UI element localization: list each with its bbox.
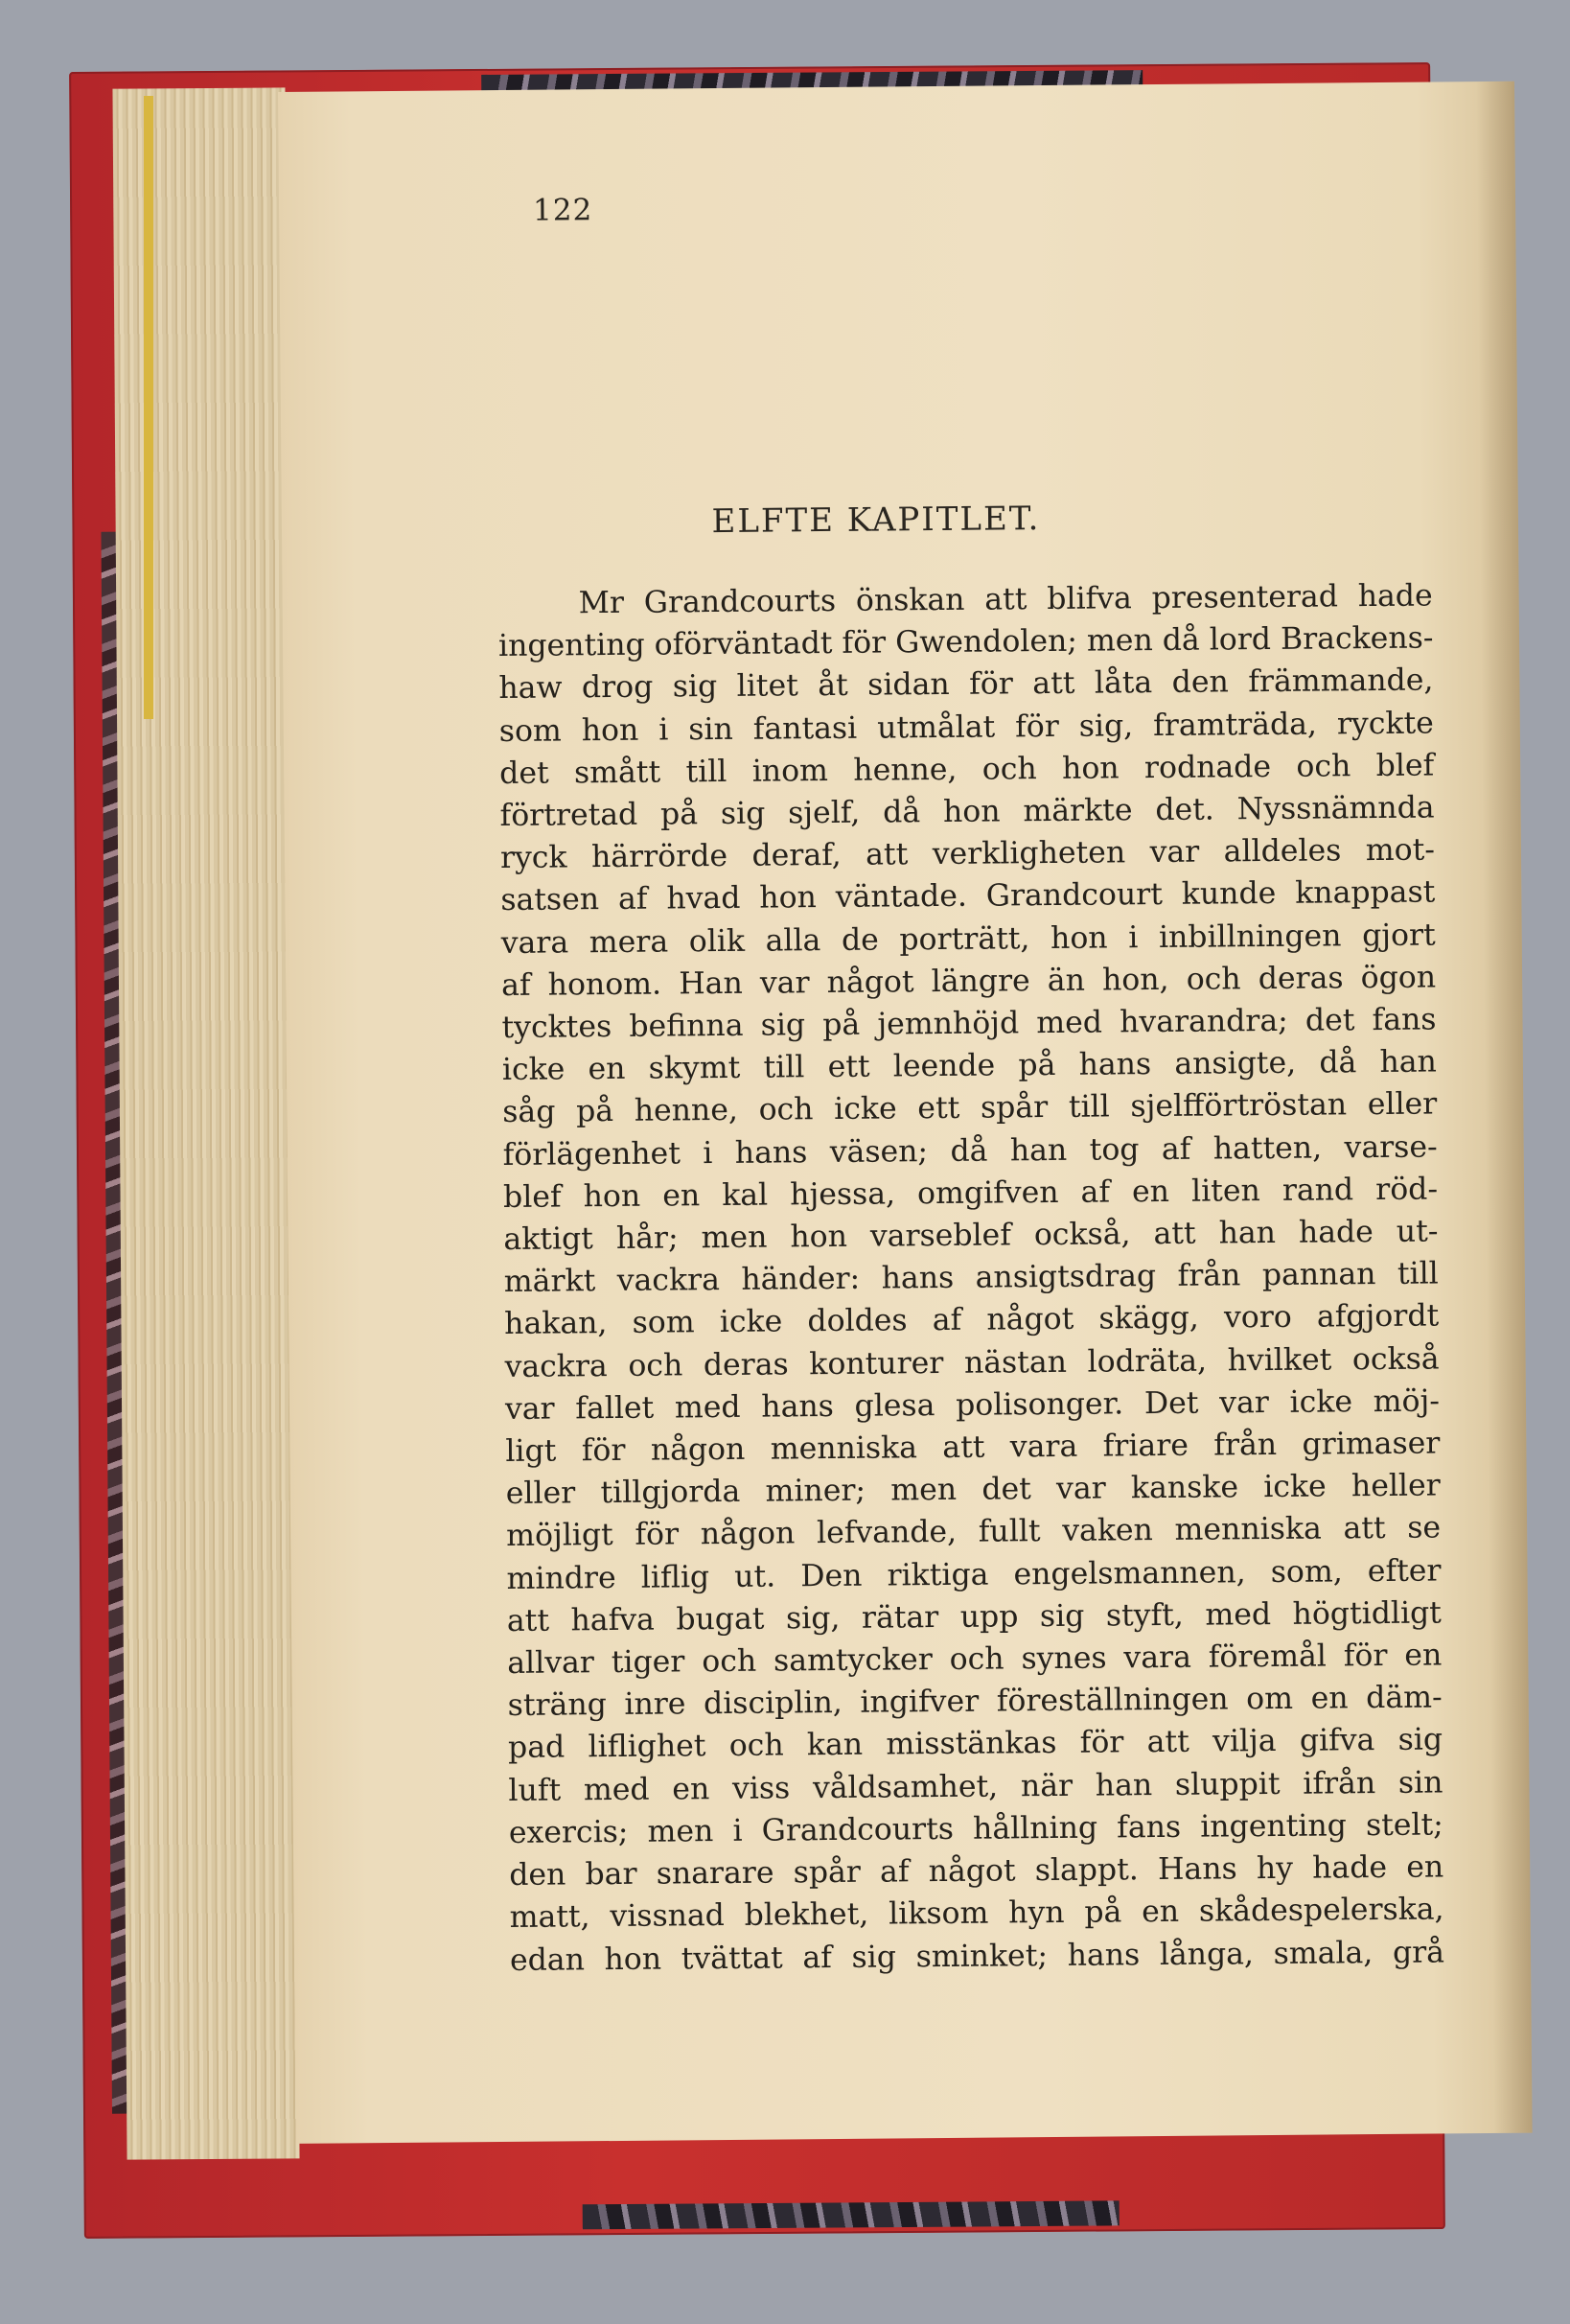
text-line: Mr Grandcourts önskan att blifva presenterad hade	[578, 578, 1433, 621]
text-line: märkt vackra händer: hans ansigtsdrag från pannan till	[503, 1256, 1439, 1300]
text-line: vackra och deras konturer nästan lodräta, hvilket också	[504, 1341, 1440, 1384]
text-line: det smått till inom henne, och hon rodnade och blef	[499, 748, 1435, 791]
text-line: matt, vissnad blekhet, liksom hyn på en skådespelerska,	[509, 1892, 1444, 1936]
chapter-title: ELFTE KAPITLET.	[711, 500, 1041, 542]
text-line: aktigt hår; men hon varseblef också, att han hade ut-	[503, 1214, 1439, 1258]
text-line: eller tillgjorda miner; men det var kanske icke heller	[505, 1468, 1441, 1512]
text-line: haw drog sig litet åt sidan för att låta den främmande,	[498, 662, 1434, 707]
yellow-edge	[144, 96, 153, 719]
text-line: allvar tiger och samtycker och synes vara föremål för en	[507, 1638, 1443, 1682]
text-line: mindre liflig ut. Den riktiga engelsmannen, som, efter	[506, 1553, 1442, 1596]
text-line: luft med en viss våldsamhet, när han sluppit ifrån sin	[508, 1765, 1443, 1808]
text-line: förlägenhet i hans väsen; då han tog af hatten, varse-	[502, 1129, 1438, 1173]
text-line: ligt för någon menniska att vara friare från grimaser	[505, 1426, 1441, 1470]
text-line: den bar snarare spår af något slappt. Hans hy hade en	[509, 1849, 1444, 1894]
page-number: 122	[532, 193, 593, 228]
text-line: af honom. Han var något längre än hon, och deras ögon	[500, 960, 1437, 1003]
page-edges	[112, 87, 299, 2159]
body-text	[497, 575, 1444, 1982]
text-line: satsen af hvad hon väntade. Grandcourt kunde knappast	[500, 874, 1436, 918]
text-line: ingenting oförväntadt för Gwendolen; men då lord Brackens-	[497, 620, 1434, 664]
text-line: sträng inre disciplin, ingifver föreställningen om en däm-	[507, 1680, 1443, 1724]
text-line: pad liflighet och kan misstänkas för att vilja gifva sig	[507, 1722, 1443, 1766]
gutter-shadow	[1476, 81, 1533, 2133]
book-page	[278, 81, 1533, 2144]
text-line: förtretad på sig sjelf, då hon märkte det. Nyssnämnda	[499, 790, 1435, 834]
text-line: vara mera olik alla de porträtt, hon i inbillningen gjort	[500, 918, 1436, 961]
text-line: blef hon en kal hjessa, omgifven af en liten rand röd-	[502, 1172, 1439, 1215]
text-line: exercis; men i Grandcourts hållning fans ingenting stelt;	[508, 1807, 1443, 1850]
text-line: som hon i sin fantasi utmålat för sig, framträda, ryckte	[498, 706, 1434, 749]
text-line: möjligt för någon lefvande, fullt vaken menniska att se	[505, 1510, 1442, 1554]
text-line: ryck härrörde deraf, att verkligheten var alldeles mot-	[499, 832, 1436, 876]
marbled-cover-bottom	[583, 2200, 1120, 2229]
text-line: hakan, som icke doldes af något skägg, voro afgjordt	[504, 1298, 1440, 1342]
text-line: tycktes befinna sig på jemnhöjd med hvarandra; det fans	[501, 1002, 1437, 1046]
text-line: edan hon tvättat af sig sminket; hans långa, smala, grå	[509, 1934, 1445, 1978]
text-line: att hafva bugat sig, rätar upp sig styft, med högtidligt	[506, 1595, 1443, 1638]
text-line: icke en skymt till ett leende på hans ansigte, då han	[501, 1044, 1438, 1088]
text-line: var fallet med hans glesa polisonger. Det var icke möj-	[504, 1383, 1441, 1427]
text-line: såg på henne, och icke ett spår till sjelfförtröstan eller	[502, 1086, 1438, 1130]
